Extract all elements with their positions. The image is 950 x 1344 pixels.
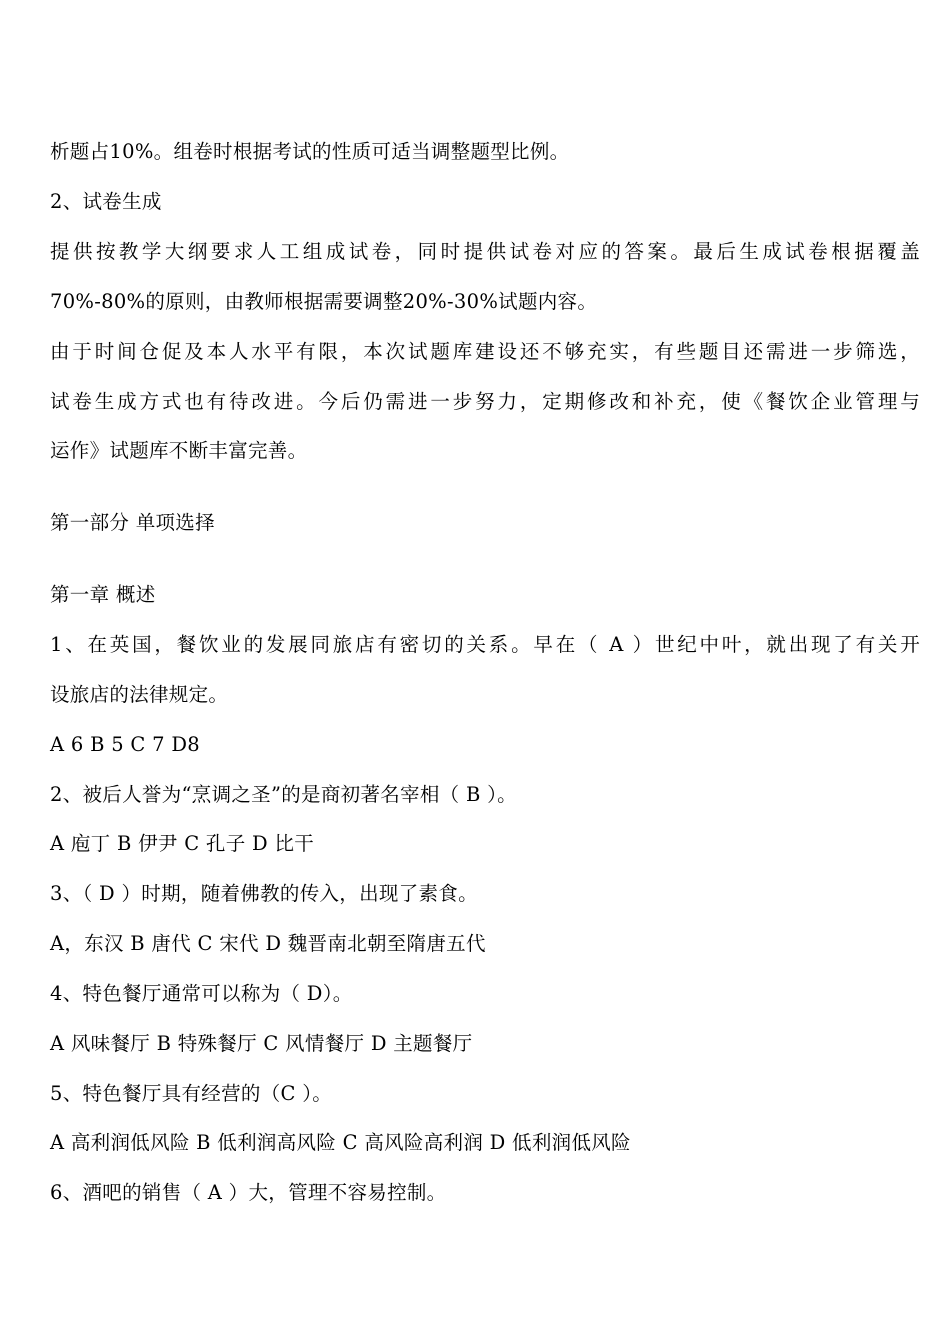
- chapter-title: 第一章 概述: [50, 583, 156, 606]
- question-1-stem-line-2: 设旅店的法律规定。: [50, 683, 229, 706]
- question-3-stem: 3、（ D ）时期，随着佛教的传入，出现了素食。: [50, 882, 478, 905]
- question-5-stem: 5、特色餐厅具有经营的（C ）。: [50, 1082, 333, 1105]
- part-title: 第一部分 单项选择: [50, 511, 215, 534]
- section-2-title: 2、试卷生成: [50, 190, 162, 213]
- question-4-stem: 4、特色餐厅通常可以称为（ D）。: [50, 982, 353, 1005]
- question-4-options: A 风味餐厅 B 特殊餐厅 C 风情餐厅 D 主题餐厅: [50, 1032, 473, 1055]
- question-1-stem-line-1: 1、在英国，餐饮业的发展同旅店有密切的关系。早在（ A ）世纪中叶，就出现了有关开: [50, 633, 920, 656]
- intro-line-6: 试卷生成方式也有待改进。今后仍需进一步努力，定期修改和补充，使《餐饮企业管理与: [50, 390, 920, 413]
- question-1-options: A 6 B 5 C 7 D8: [50, 733, 200, 756]
- intro-line-3: 提供按教学大纲要求人工组成试卷，同时提供试卷对应的答案。最后生成试卷根据覆盖: [50, 240, 920, 263]
- intro-line-4: 70%-80%的原则，由教师根据需要调整20%-30%试题内容。: [50, 290, 598, 313]
- question-2-stem: 2、被后人誉为“烹调之圣”的是商初著名宰相（ B ）。: [50, 783, 517, 806]
- question-6-stem: 6、酒吧的销售（ A ）大，管理不容易控制。: [50, 1181, 447, 1204]
- intro-line-1: 析题占10%。组卷时根据考试的性质可适当调整题型比例。: [50, 140, 570, 163]
- intro-line-5: 由于时间仓促及本人水平有限，本次试题库建设还不够充实，有些题目还需进一步筛选，: [50, 340, 920, 363]
- question-3-options: A，东汉 B 唐代 C 宋代 D 魏晋南北朝至隋唐五代: [50, 932, 486, 955]
- question-2-options: A 庖丁 B 伊尹 C 孔子 D 比干: [50, 832, 315, 855]
- question-5-options: A 高利润低风险 B 低利润高风险 C 高风险高利润 D 低利润低风险: [50, 1131, 631, 1154]
- intro-line-7: 运作》试题库不断丰富完善。: [50, 439, 308, 462]
